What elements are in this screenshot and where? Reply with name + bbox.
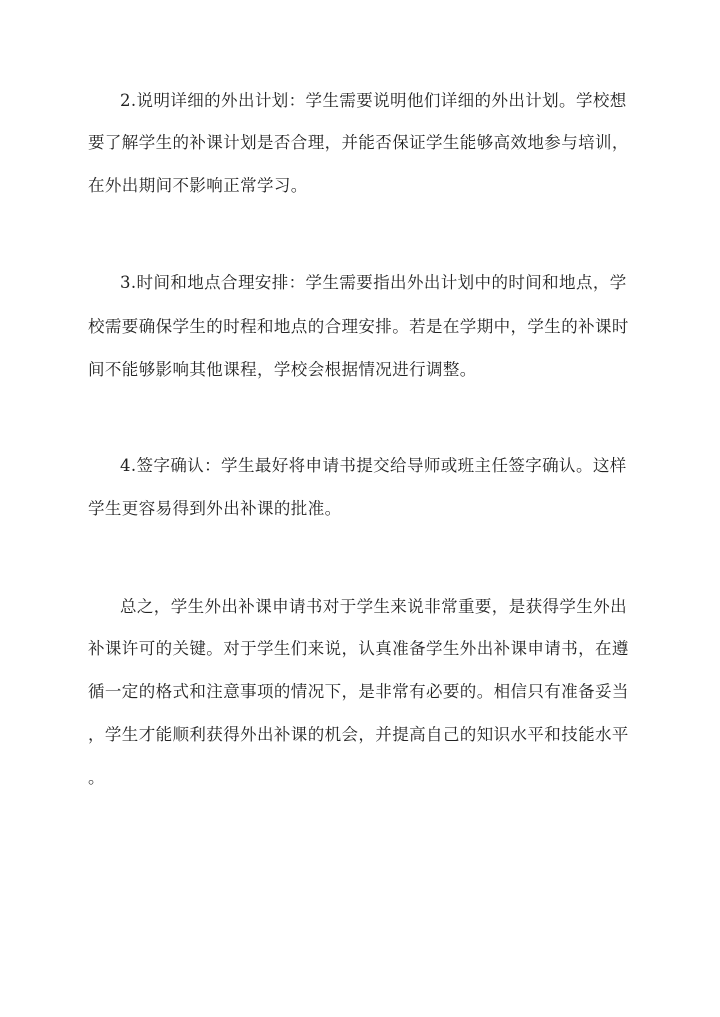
paragraph-4-line-1: 总之，学生外出补课申请书对于学生来说非常重要，是获得学生外出: [120, 597, 627, 616]
paragraph-4-line-2: 补课许可的关键。对于学生们来说，认真准备学生外出补课申请书，在遵: [88, 639, 629, 658]
paragraph-2-line-1: 3.时间和地点合理安排：学生需要指出外出计划中的时间和地点，学: [120, 273, 627, 292]
paragraph-2-line-2: 校需要确保学生的时程和地点的合理安排。若是在学期中，学生的补课时: [88, 317, 629, 336]
paragraph-3-line-2: 学生更容易得到外出补课的批准。: [88, 499, 342, 518]
paragraph-4-line-5: 。: [88, 768, 105, 787]
paragraph-1-line-2: 要了解学生的补课计划是否合理，并能否保证学生能够高效地参与培训，: [88, 133, 629, 152]
paragraph-3-line-1: 4.签字确认：学生最好将申请书提交给导师或班主任签字确认。这样: [120, 456, 627, 475]
paragraph-1-line-1: 2.说明详细的外出计划：学生需要说明他们详细的外出计划。学校想: [120, 91, 627, 110]
paragraph-4-line-4: ，学生才能顺利获得外出补课的机会，并提高自己的知识水平和技能水平: [88, 725, 629, 744]
paragraph-1-line-3: 在外出期间不影响正常学习。: [88, 176, 308, 195]
paragraph-2-line-3: 间不能够影响其他课程，学校会根据情况进行调整。: [88, 360, 477, 379]
paragraph-4-line-3: 循一定的格式和注意事项的情况下，是非常有必要的。相信只有准备妥当: [88, 682, 629, 701]
